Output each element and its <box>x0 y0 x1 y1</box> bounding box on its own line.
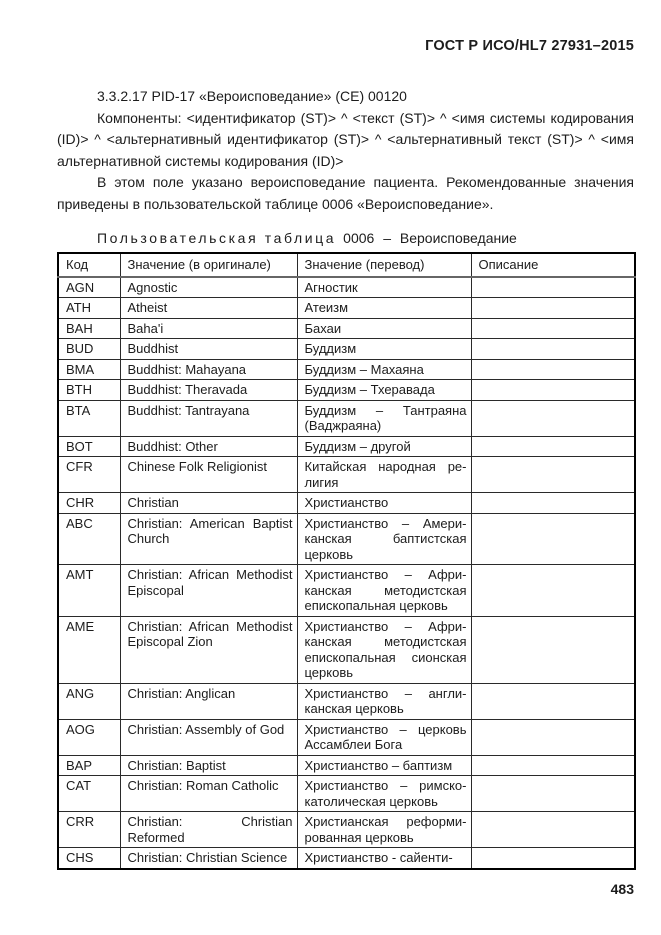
cell-line: Episcopal <box>127 582 184 598</box>
cell-line: Christian: Baptist <box>127 757 226 773</box>
cell-description <box>471 400 635 436</box>
table-row <box>58 513 635 565</box>
cell-line: Baha'i <box>127 320 164 336</box>
table-row <box>58 776 635 812</box>
cell-translated-value <box>297 848 471 869</box>
cell-line: Church <box>127 531 170 546</box>
cell-line: Chinese Folk Religionist <box>127 459 267 474</box>
cell-original-value <box>120 812 297 848</box>
cell-code: BAH <box>58 318 120 339</box>
cell-original-value <box>120 359 297 380</box>
cell-description <box>471 513 635 565</box>
cell-line: Христианство - сайенти- <box>304 850 453 865</box>
column-header: Код <box>58 253 120 277</box>
cell-code: BTH <box>58 380 120 401</box>
cell-description <box>471 848 635 869</box>
cell-line: Буддизм <box>304 341 357 356</box>
cell-line: Христианство – Афри- <box>304 618 467 634</box>
cell-translated-value <box>297 493 471 514</box>
table-row <box>58 339 635 360</box>
cell-translated-value <box>297 755 471 776</box>
cell-description <box>471 565 635 617</box>
cell-line: Христианская реформи- <box>304 814 467 829</box>
cell-original-value <box>120 277 297 298</box>
cell-translated-value <box>297 359 471 380</box>
cell-description <box>471 755 635 776</box>
cell-code: AOG <box>58 719 120 755</box>
cell-code: CRR <box>58 812 120 848</box>
cell-original-value <box>120 400 297 436</box>
cell-translated-value <box>297 298 471 319</box>
cell-line: Христианство – римско- <box>304 778 467 793</box>
table-caption-number: 0006 – Вероисповедание <box>343 230 517 246</box>
cell-original-value <box>120 755 297 776</box>
cell-description <box>471 457 635 493</box>
table-row <box>58 400 635 436</box>
cell-line: Christian: Assembly of God <box>127 721 285 737</box>
cell-description <box>471 298 635 319</box>
table-row <box>58 436 635 457</box>
table-header-row <box>58 253 635 277</box>
cell-line: (Ваджраяна) <box>304 418 382 433</box>
cell-line: Atheist <box>127 300 168 315</box>
cell-line: Christian: Roman Catholic <box>127 778 279 793</box>
cell-original-value <box>120 616 297 683</box>
cell-line: Агностик <box>304 279 358 295</box>
cell-line: Buddhist: Other <box>127 438 218 454</box>
table-row <box>58 683 635 719</box>
table-row <box>58 755 635 776</box>
running-header: ГОСТ Р ИСО/HL7 27931–2015 <box>425 38 634 54</box>
cell-line: Христианство – церковь <box>304 721 467 737</box>
page-number: 483 <box>610 880 634 897</box>
cell-line: рованная церковь <box>304 829 414 845</box>
cell-translated-value <box>297 616 471 683</box>
cell-translated-value <box>297 683 471 719</box>
cell-translated-value <box>297 457 471 493</box>
cell-original-value <box>120 848 297 869</box>
cell-line: Christian: African Methodist <box>127 618 293 634</box>
cell-description <box>471 812 635 848</box>
cell-line: Христианство – Амери- <box>304 515 467 531</box>
cell-code: ATH <box>58 298 120 319</box>
cell-code: BMA <box>58 359 120 380</box>
cell-translated-value <box>297 380 471 401</box>
religion-codes-table <box>57 252 636 870</box>
cell-line: Buddhist: Theravada <box>127 382 248 397</box>
cell-description <box>471 380 635 401</box>
cell-description <box>471 776 635 812</box>
cell-line: Ассамблеи Бога <box>304 737 403 752</box>
table-row <box>58 318 635 339</box>
cell-line: канская церковь <box>304 701 404 716</box>
cell-line: Китайская народная ре- <box>304 459 467 474</box>
cell-translated-value <box>297 719 471 755</box>
cell-line: Reformed <box>127 829 185 845</box>
cell-line: церковь <box>304 546 354 562</box>
cell-line: Christian: Christian Science <box>127 850 288 865</box>
cell-line: Буддизм – другой <box>304 438 411 454</box>
column-header: Значение (перевод) <box>297 253 471 277</box>
cell-code: CFR <box>58 457 120 493</box>
cell-line: Buddhist: Mahayana <box>127 361 247 377</box>
cell-code: BOT <box>58 436 120 457</box>
cell-line: Buddhist: Tantrayana <box>127 402 250 418</box>
section-heading: 3.3.2.17 PID-17 «Вероисповедание» (CE) 00120 <box>97 88 407 104</box>
cell-code: CAT <box>58 776 120 812</box>
cell-original-value <box>120 683 297 719</box>
cell-line: Христианство – Афри- <box>304 567 467 582</box>
cell-code: ANG <box>58 683 120 719</box>
table-row <box>58 565 635 617</box>
cell-original-value <box>120 719 297 755</box>
table-row <box>58 277 635 298</box>
cell-line: канская баптистская <box>304 531 467 546</box>
cell-original-value <box>120 493 297 514</box>
table-row <box>58 359 635 380</box>
cell-original-value <box>120 776 297 812</box>
cell-original-value <box>120 513 297 565</box>
cell-line: Christian: American Baptist <box>127 515 293 531</box>
table-caption-name: Пользовательская таблица <box>97 230 337 246</box>
cell-original-value <box>120 565 297 617</box>
cell-original-value <box>120 298 297 319</box>
cell-line: епископальная сионская <box>304 649 467 665</box>
cell-description <box>471 616 635 683</box>
cell-description <box>471 493 635 514</box>
cell-translated-value <box>297 513 471 565</box>
cell-description <box>471 683 635 719</box>
cell-line: Атеизм <box>304 300 349 315</box>
column-header: Описание <box>471 253 635 277</box>
cell-line: канская методистская <box>304 634 467 649</box>
cell-original-value <box>120 318 297 339</box>
cell-line: епископальная церковь <box>304 598 448 613</box>
cell-translated-value <box>297 565 471 617</box>
cell-translated-value <box>297 277 471 298</box>
cell-code: BTA <box>58 400 120 436</box>
cell-translated-value <box>297 436 471 457</box>
cell-code: AGN <box>58 277 120 298</box>
cell-description <box>471 339 635 360</box>
cell-line: Бахаи <box>304 320 342 336</box>
cell-line: Буддизм – Махаяна <box>304 361 424 377</box>
table-caption <box>57 229 634 247</box>
cell-description <box>471 318 635 339</box>
table-row <box>58 719 635 755</box>
cell-translated-value <box>297 339 471 360</box>
cell-translated-value <box>297 318 471 339</box>
table-row <box>58 457 635 493</box>
cell-line: католическая церковь <box>304 793 438 809</box>
cell-line: Christian: Anglican <box>127 685 236 701</box>
cell-line: Христианство – баптизм <box>304 757 453 773</box>
column-header: Значение (в оригинале) <box>120 253 297 277</box>
cell-line: Christian: African Methodist <box>127 567 293 582</box>
cell-line: Христианство – англи- <box>304 685 467 701</box>
cell-original-value <box>120 457 297 493</box>
cell-code: BUD <box>58 339 120 360</box>
cell-line: Episcopal Zion <box>127 634 213 649</box>
cell-description <box>471 277 635 298</box>
table-row <box>58 616 635 683</box>
cell-original-value <box>120 339 297 360</box>
cell-line: канская методистская <box>304 582 467 598</box>
cell-translated-value <box>297 812 471 848</box>
cell-description <box>471 719 635 755</box>
cell-description <box>471 359 635 380</box>
components-paragraph: Компоненты: <идентификатор (ST)> ^ <текст (ST)> ^ <имя системы кодирования (ID)> ^ <альтернативный идентификатор (ST)> ^ <альтернативный текст (ST)> ^ <имя альтернативной системы кодирования (ID)> <box>57 109 634 169</box>
cell-code: AME <box>58 616 120 683</box>
cell-line: Christian: Christian <box>127 814 293 829</box>
cell-code: CHR <box>58 493 120 514</box>
cell-line: Agnostic <box>127 279 178 295</box>
cell-line: Буддизм – Тантраяна <box>304 402 467 418</box>
cell-translated-value <box>297 400 471 436</box>
cell-original-value <box>120 380 297 401</box>
cell-description <box>471 436 635 457</box>
cell-line: лигия <box>304 474 339 490</box>
cell-translated-value <box>297 776 471 812</box>
table-row <box>58 298 635 319</box>
cell-line: Буддизм – Тхеравада <box>304 382 435 397</box>
table-row <box>58 380 635 401</box>
cell-line: церковь <box>304 665 354 680</box>
cell-original-value <box>120 436 297 457</box>
table-row <box>58 812 635 848</box>
table-row <box>58 848 635 869</box>
cell-code: ABC <box>58 513 120 565</box>
cell-code: BAP <box>58 755 120 776</box>
cell-code: AMT <box>58 565 120 617</box>
table-row <box>58 493 635 514</box>
field-description-paragraph: В этом поле указано вероисповедание пациента. Рекомендованные значения приведены в пользовательской таблице 0006 «Вероисповедание». <box>57 174 634 212</box>
cell-line: Христианство <box>304 495 389 510</box>
cell-line: Christian <box>127 495 179 510</box>
cell-line: Buddhist <box>127 341 179 356</box>
cell-code: CHS <box>58 848 120 869</box>
